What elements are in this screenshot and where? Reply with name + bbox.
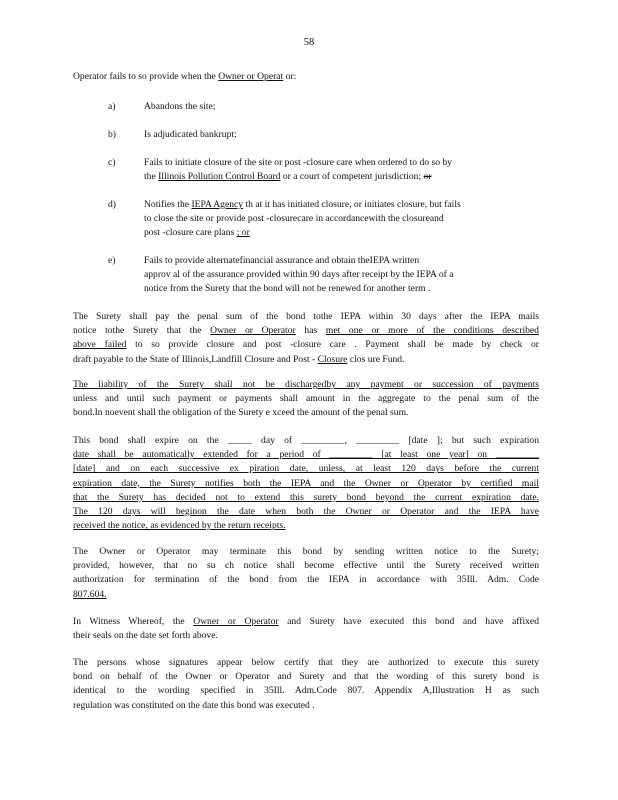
or-underlined: ; or [236,227,250,239]
item-text: Abandons the site; [144,101,216,112]
paragraph-line [73,338,539,352]
code-reference-underlined: 807.604. [73,588,107,600]
underlined-line: received the notice, as evidenced by the return receipts. [73,520,286,532]
paragraph-line: The Surety shall pay the penal sum of the bond tothe IEPA within 30 days after the IEPA mails [73,311,539,322]
closure-underlined: Closure [317,353,348,365]
item-text: Fails to provide alternatefinancial assurance and obtain theIEPA written [144,255,420,266]
paragraph-penal-sum [73,310,539,367]
paragraph-termination [73,545,539,602]
iepa-agency-underlined: IEPA Agency [191,199,244,210]
paragraph-witness [73,615,539,643]
item-text: notice from the Surety that the bond will not be renewed for another term . [144,283,431,295]
underlined-line: that the Surety has decided not to extend this surety bond beyond the current expiration date. [73,491,539,503]
underlined-line: date shall be automatically extended for a period of _________ [at least one year] on _________ [73,449,539,461]
page-number: 58 [303,37,315,48]
owner-operator-underlined: Owner or Operator [193,616,279,627]
underlined-line: The 120 days will beginon the date when both the Owner or Operator and the IEPA have [73,506,539,518]
paragraph-signatures [73,656,539,713]
paragraph-line: their seals on the date set forth above. [73,630,218,642]
paragraph-line [73,615,539,629]
item-text-part: th at it has initiated closure, or initiates closure, but fails [243,199,461,210]
paragraph-line: regulation was constituted on the date this bond was executed . [73,699,315,711]
item-label: d) [108,199,116,210]
underlined-line: expiration date, the Surety notifies both the IEPA and the Owner or Operator by certified mail [73,477,539,489]
paragraph-line: The Owner or Operator may terminate this bond by sending written notice to the Surety; [73,546,539,557]
item-text-part: the [144,171,159,183]
paragraph-line: The persons whose signatures appear below certify that they are authorized to execute this surety [73,657,539,668]
text-part: and Surety have executed this bond and have affixed [278,616,539,627]
above-failed-underlined: above failed [73,339,127,351]
item-text [144,226,539,240]
text-part: clos ure Fund. [347,353,405,365]
owner-operator-underlined: Owner or Operator [210,325,296,337]
text-part: draft payable to the State of Illinois,Landfill Closure and Post - [73,353,318,365]
pollution-board-underlined: Illinois Pollution Control Board [158,171,281,183]
item-text-part: or a court of competent jurisdiction; [280,171,424,183]
paragraph-expiration [73,434,539,533]
intro-text: Operator fails to so provide when the [73,71,219,82]
text-part: has [295,325,326,337]
text-part: to so provide closure and post -closure care . Payment shall be made by check or [126,339,539,351]
conditions-underlined: met one or more of the conditions described [325,325,539,337]
item-text [144,170,539,184]
paragraph-line: bond on behalf of the Owner or Operator and Surety and that the wording of this surety bond is [73,671,539,683]
paragraph-line: authorization for termination of the bond from the IEPA in accordance with 35Ill. Adm. Code [73,574,539,586]
item-label: a) [108,101,116,112]
struck-or: or [423,171,432,183]
paragraph-line: unless and until such payment or payments shall amount in the aggregate to the penal sum of the [73,393,539,405]
intro-line [73,70,539,84]
paragraph-line: This bond shall expire on the _____ day of _________, _________ [date ]; but such expiration [73,435,539,446]
paragraph-line: bond.In noevent shall the obligation of the Surety e xceed the amount of the penal sum. [73,407,409,419]
item-text-part: post -closure care plans [144,227,237,239]
item-text: approv al of the assurance provided within 90 days after receipt by the IEPA of a [144,269,454,281]
item-text-part: Notifies the [144,199,192,210]
paragraph-line: identical to the wording specified in 35Ill. Adm.Code 807. Appendix A,Illustration H as such [73,685,539,697]
liability-underlined-line: The liability of the Surety shall not be dischargedby any payment or succession of payments [73,379,539,390]
item-text [144,198,539,212]
paragraph-line: provided, however, that no su ch notice shall become effective until the Surety received written [73,560,539,572]
item-label: e) [108,255,116,266]
item-text: to close the site or provide post -closurecare in accordancewith the closureand [144,213,444,225]
paragraph-line [73,324,539,338]
intro-owner-operator: Owner or Operat [218,71,284,82]
underlined-line: [date] and on each successive ex piration date, unless, at least 120 days before the current [73,463,539,475]
item-label: b) [108,129,116,140]
text-part: notice tothe Surety that the [73,325,211,337]
item-text: Is adjudicated bankrupt; [144,129,237,140]
paragraph-liability [73,378,539,421]
item-label: c) [108,157,116,168]
intro-text-end: or: [283,71,297,82]
text-part: In Witness Whereof, the [73,616,194,627]
item-text: Fails to initiate closure of the site or post -closure care when ordered to do so by [144,157,452,168]
paragraph-line [73,353,539,367]
